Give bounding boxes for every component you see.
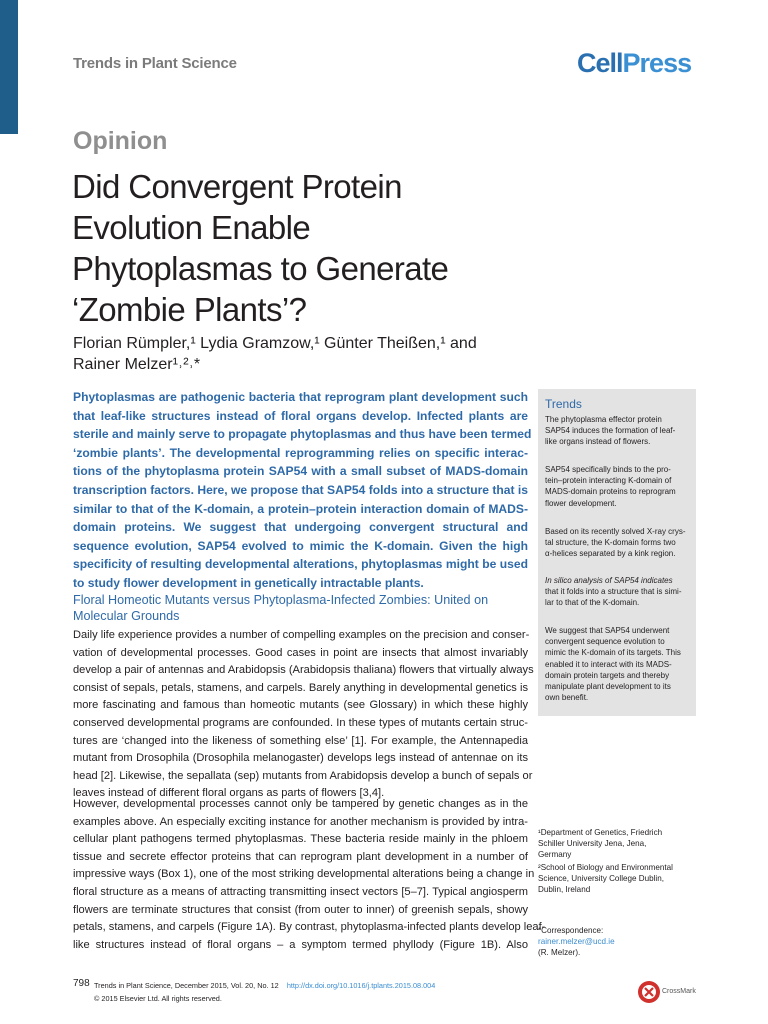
trend-line: like organs instead of flowers. bbox=[545, 437, 651, 447]
correspondence bbox=[538, 925, 713, 959]
abstract-line: to study flower development in genetically intractable plants. bbox=[73, 575, 424, 590]
journal-name: Trends in Plant Science bbox=[73, 55, 237, 72]
journal-side-bar bbox=[0, 0, 18, 134]
body-line: vation of developmental processes. Good cases in point are insects that almost invariably bbox=[73, 646, 528, 659]
section-heading-line: Molecular Grounds bbox=[73, 609, 180, 623]
affiliation-line: Science, University College Dublin, bbox=[538, 874, 664, 884]
abstract-line: sterile and mainly serve to propagate phytoplasmas and thus have been termed bbox=[73, 427, 532, 442]
body-paragraph-2 bbox=[73, 796, 546, 954]
abstract-line: transcription factors. Here, we propose that SAP54 folds into a structure that is bbox=[73, 482, 528, 497]
affiliation-2 bbox=[538, 862, 713, 896]
title-line: Evolution Enable bbox=[72, 209, 311, 246]
abstract-line: tions of the phytoplasma protein SAP54 with a small subset of MADS-domain bbox=[73, 464, 528, 479]
authors-line: Rainer Melzer¹˒²˒* bbox=[73, 356, 201, 373]
affiliation-1 bbox=[538, 827, 713, 861]
abstract-line: Phytoplasmas are pathogenic bacteria that reprogram plant development such bbox=[73, 390, 528, 404]
trend-item bbox=[545, 414, 692, 448]
trend-line: Based on its recently solved X-ray crys- bbox=[545, 527, 686, 536]
trend-line: The phytoplasma effector protein bbox=[545, 415, 662, 424]
body-line: more fascinating and famous than homeotic mutants (see Glossary) in which these highly bbox=[73, 699, 528, 712]
body-line: petals, stamens, and carpels (Figure 1A). By contrast, phytoplasma-infected plants develop leaf- bbox=[73, 921, 546, 934]
doi-link[interactable]: http://dx.doi.org/10.1016/j.tplants.2015.08.004 bbox=[286, 981, 436, 990]
abstract bbox=[73, 388, 532, 593]
trend-line: MADS-domain proteins to reprogram bbox=[545, 487, 676, 497]
trend-item bbox=[545, 464, 692, 509]
abstract-line: similar to that of the K-domain, a protein–protein interaction domain of MADS- bbox=[73, 501, 528, 516]
trends-heading: Trends bbox=[545, 397, 582, 411]
body-line: However, developmental processes cannot only be tampered by genetic changes as in the bbox=[73, 798, 528, 810]
body-line: floral structure as a means of attracting transmitting insect vectors [5–7]. Typical angiosperm bbox=[73, 885, 528, 898]
trend-item bbox=[545, 625, 692, 703]
affiliation-line: Dublin, Ireland bbox=[538, 885, 591, 895]
trend-line: flower development. bbox=[545, 498, 617, 508]
trend-line: own benefit. bbox=[545, 693, 589, 703]
body-line: head [2]. Likewise, the sepallata (sep) mutants from Arabidopsis develop a bunch of sepals or bbox=[73, 769, 533, 782]
trend-line: α-helices separated by a kink region. bbox=[545, 549, 676, 559]
logo-press-text: Press bbox=[622, 48, 692, 78]
footer-citation: Trends in Plant Science, December 2015, Vol. 20, No. 12 bbox=[94, 981, 279, 990]
article-type-label: Opinion bbox=[73, 127, 168, 155]
abstract-line: ‘zombie plants’. The developmental reprogramming relies on specific interac- bbox=[73, 445, 528, 460]
body-line: cellular plant pathogens termed phytoplasmas. These bacteria reside mainly in the phloem bbox=[73, 833, 528, 846]
author-list bbox=[73, 333, 543, 375]
trend-line: SAP54 induces the formation of leaf- bbox=[545, 426, 676, 436]
trend-line: tal structure, the K-domain forms two bbox=[545, 538, 676, 548]
trend-line: In silico analysis of SAP54 indicates bbox=[545, 576, 673, 585]
page-number: 798 bbox=[73, 978, 90, 989]
abstract-line: domain proteins. We suggest that undergoing convergent structural and bbox=[73, 520, 528, 535]
title-line: Did Convergent Protein bbox=[72, 168, 402, 205]
affiliation-line: Schiller University Jena, Jena, bbox=[538, 839, 647, 849]
trend-line: We suggest that SAP54 underwent bbox=[545, 626, 670, 635]
correspondence-email-link[interactable]: rainer.melzer@ucd.ie bbox=[538, 937, 615, 947]
correspondence-label: *Correspondence: bbox=[538, 926, 604, 935]
abstract-line: that leaf-like structures instead of floral organs develop. Infected plants are bbox=[73, 408, 528, 423]
body-line: examples above. An especially exciting instance for another mechanism is provided by intra- bbox=[73, 815, 528, 828]
trend-line: convergent sequence evolution to bbox=[545, 637, 665, 647]
crossmark-label: CrossMark bbox=[662, 988, 696, 995]
affiliation-line: Germany bbox=[538, 850, 572, 860]
section-heading-line: Floral Homeotic Mutants versus Phytoplasma-Infected Zombies: United on bbox=[73, 593, 489, 607]
footer-copyright: © 2015 Elsevier Ltd. All rights reserved. bbox=[94, 994, 222, 1003]
trend-line: domain protein targets and thereby bbox=[545, 670, 670, 680]
title-line: ‘Zombie Plants’? bbox=[72, 291, 307, 328]
affiliation-line: ²School of Biology and Environmental bbox=[538, 863, 673, 872]
body-line: develop a pair of antennas and Arabidopsis (Arabidopsis thaliana) flowers that virtually always bbox=[73, 664, 534, 677]
body-line: mutant from Drosophila (Drosophila melanogaster) develops legs instead of antennae on its bbox=[73, 752, 528, 765]
trend-line: manipulate plant development to its bbox=[545, 682, 671, 692]
trend-line: enabled it to interact with its MADS- bbox=[545, 659, 672, 669]
section-heading bbox=[73, 592, 528, 624]
cellpress-logo[interactable] bbox=[577, 48, 691, 79]
body-line: tissue and secrete effector proteins that can reprogram plant development in a number of bbox=[73, 850, 528, 863]
trend-line: mimic the K-domain of its targets. This bbox=[545, 648, 681, 658]
trend-item bbox=[545, 575, 692, 609]
body-line: tures are ‘changed into the likeness of something else’ [1]. For example, the Antennapedia bbox=[73, 734, 528, 747]
trend-line: SAP54 specifically binds to the pro- bbox=[545, 465, 671, 474]
trend-line: lar to that of the K-domain. bbox=[545, 598, 640, 608]
body-line: consist of sepals, petals, stamens, and carpels. Barely anything in developmental genetics is bbox=[73, 681, 528, 694]
correspondence-name: (R. Melzer). bbox=[538, 948, 581, 958]
abstract-line: sequence evolution, SAP54 evolved to mimic the K-domain. Given the high bbox=[73, 538, 528, 553]
footer-citation-line bbox=[94, 981, 435, 990]
body-line: Daily life experience provides a number of compelling examples on the precision and conser- bbox=[73, 629, 530, 641]
body-line: leaves instead of different floral organs as parts of flowers [3,4]. bbox=[73, 787, 385, 800]
crossmark-badge[interactable] bbox=[637, 980, 696, 1006]
body-line: conserved developmental programs are confounded. In these types of mutants certain struc- bbox=[73, 716, 528, 729]
correspondence-line bbox=[538, 925, 713, 947]
body-paragraph-1 bbox=[73, 627, 534, 803]
article-title bbox=[72, 166, 542, 330]
body-line: like structures instead of floral organs – a symptom termed phyllody (Figure 1B). Also bbox=[73, 938, 528, 951]
authors-line: Florian Rümpler,¹ Lydia Gramzow,¹ Günter Theißen,¹ and bbox=[73, 335, 477, 352]
trend-line: tein–protein interacting K-domain of bbox=[545, 476, 672, 486]
trend-item bbox=[545, 526, 692, 560]
title-line: Phytoplasmas to Generate bbox=[72, 250, 449, 287]
body-line: flowers are terminate structures that consist (from outer to inner) of greenish sepals, showy bbox=[73, 903, 528, 916]
logo-cell-text: Cell bbox=[577, 48, 623, 78]
trend-line: that it folds into a structure that is simi- bbox=[545, 587, 682, 597]
crossmark-icon bbox=[637, 980, 661, 1004]
abstract-line: specificity of resulting developmental alterations, phytoplasmas might be used bbox=[73, 557, 528, 572]
affiliation-line: ¹Department of Genetics, Friedrich bbox=[538, 828, 663, 837]
body-line: impressive ways (Box 1), one of the most striking developmental alterations being a change in bbox=[73, 868, 535, 881]
